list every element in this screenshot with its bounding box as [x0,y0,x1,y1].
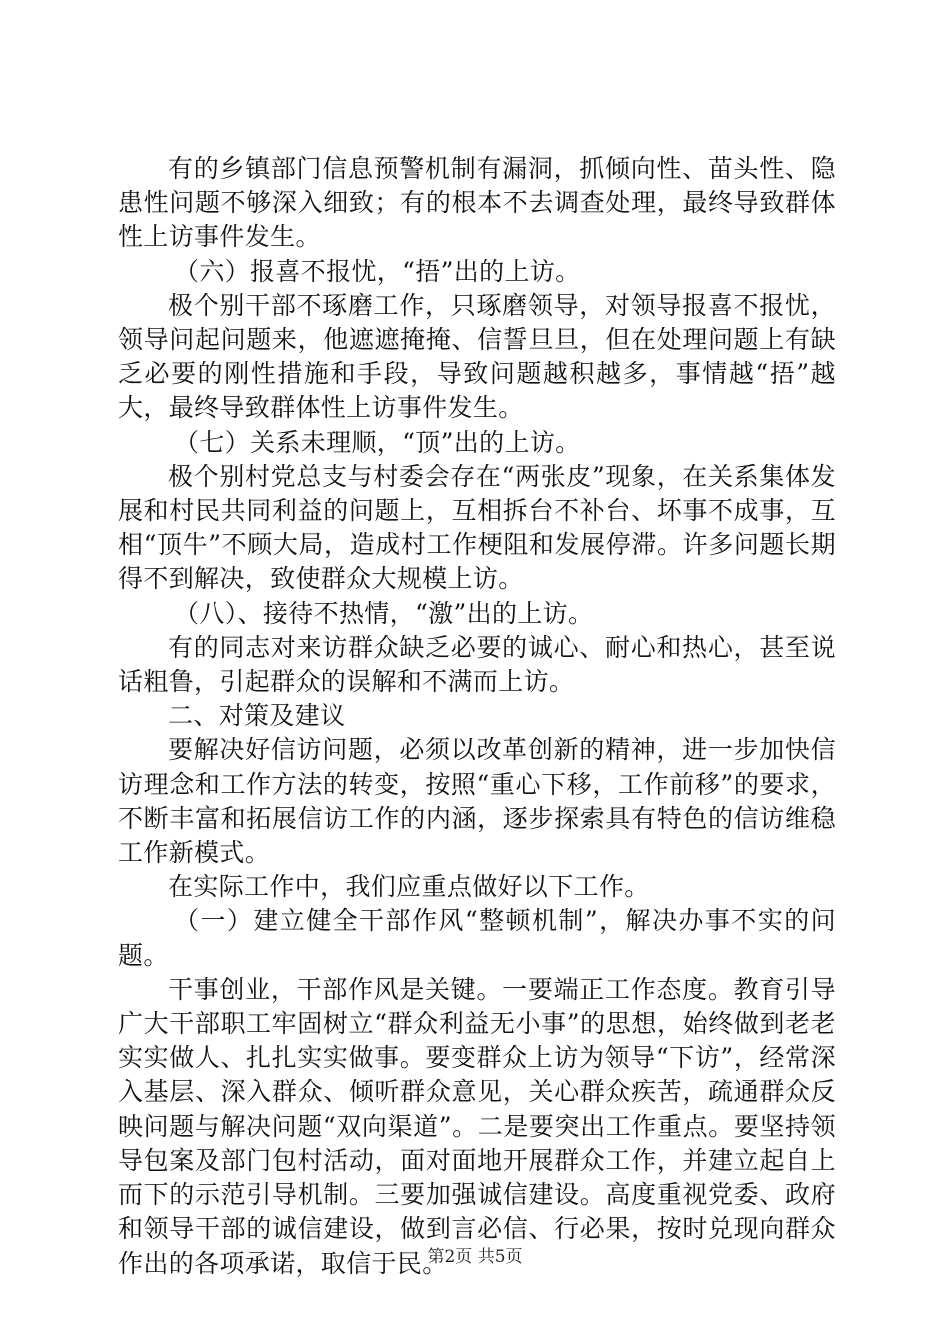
section-heading: （七）关系未理顺，“顶”出的上访。 [174,427,581,457]
paragraph: 要解决好信访问题，必须以改革创新的精神，进一步加快信访理念和工作方法的转变，按照“重心下移，工作前移”的要求，不断丰富和拓展信访工作的内涵，逐步探索具有特色的信访维稳工作新模式。 [118,735,836,868]
section-heading: 二、对策及建议 [168,701,346,731]
paragraph: 有的同志对来访群众缺乏必要的诚心、耐心和热心，甚至说话粗鲁，引起群众的误解和不满而上访。 [118,632,836,697]
section-heading: （六）报喜不报忧，“捂”出的上访。 [174,256,581,286]
paragraph: 极个别干部不琢磨工作，只琢磨领导，对领导报喜不报忧，领导问起问题来，他遮遮掩掩、信誓旦旦，但在处理问题上有缺乏必要的刚性措施和手段，导致问题越积越多，事情越“捂”越大，最终导致群体性上访事件发生。 [118,290,836,423]
page-number-footer: 第2页 共5页 [427,1247,523,1267]
paragraph: 有的乡镇部门信息预警机制有漏洞，抓倾向性、苗头性、隐患性问题不够深入细致；有的根本不去调查处理，最终导致群体性上访事件发生。 [118,154,836,252]
paragraph: 极个别村党总支与村委会存在“两张皮”现象，在关系集体发展和村民共同利益的问题上，互相拆台不补台、坏事不成事，互相“顶牛”不顾大局，造成村工作梗阻和发展停滞。许多问题长期得不到解决，致使群众大规模上访。 [118,461,836,594]
document-body [118,152,836,1281]
section-heading: （八）、接待不热情，“激”出的上访。 [174,598,594,628]
paragraph: 干事创业，干部作风是关键。一要端正工作态度。教育引导广大干部职工牢固树立“群众利益无小事”的思想，始终做到老老实实做人、扎扎实实做事。要变群众上访为领导“下访”，经常深入基层、深入群众、倾听群众意见，关心群众疾苦，疏通群众反映问题与解决问题“双向渠道”。二是要突出工作重点。要坚持领导包案及部门包村活动，面对面地开展群众工作，并建立起自上而下的示范引导机制。三要加强诚信建设。高度重视党委、政府和领导干部的诚信建设，做到言必信、行必果，按时兑现向群众作出的各项承诺，取信于民。 [118,974,836,1278]
section-heading: （一）建立健全干部作风“整顿机制”，解决办事不实的问题。 [118,906,836,970]
paragraph: 在实际工作中，我们应重点做好以下工作。 [168,872,650,902]
